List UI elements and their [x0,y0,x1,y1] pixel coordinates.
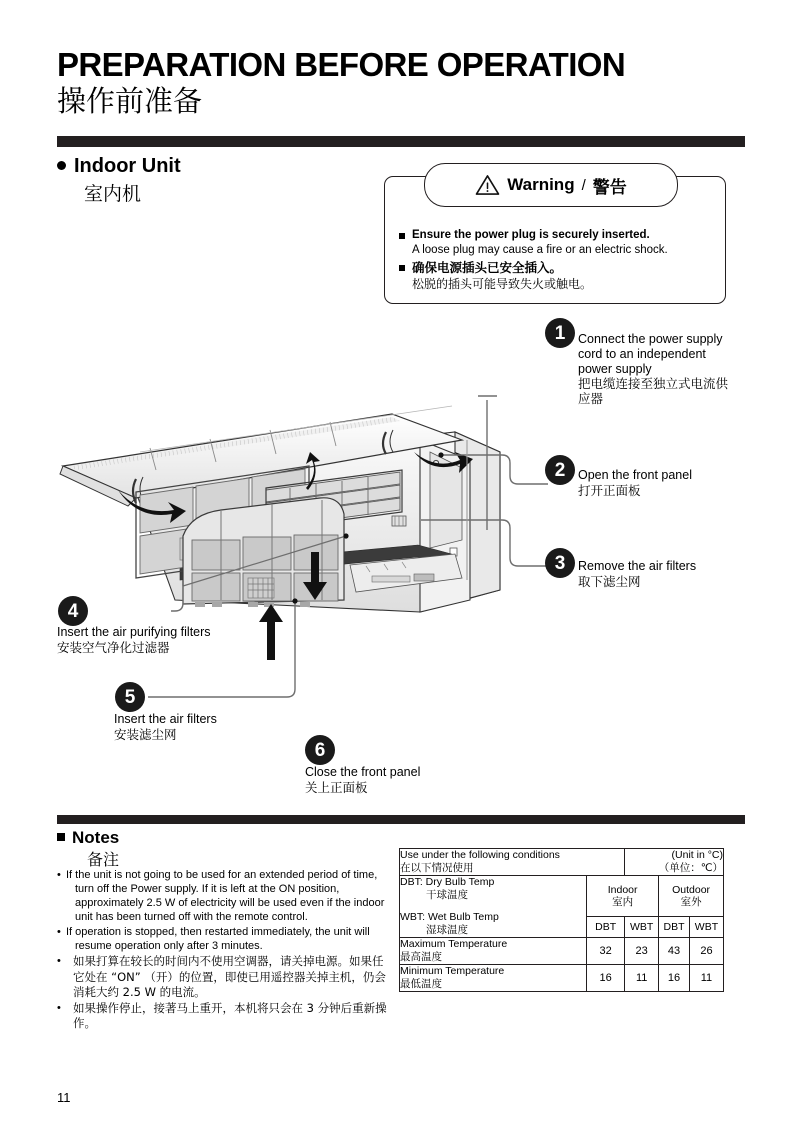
operating-conditions-table [399,848,724,992]
notes-title-zh: 备注 [87,850,120,869]
page-title-zh: 操作前准备 [57,84,203,118]
definition-dbt-en: DBT: Dry Bulb Temp [400,876,495,889]
table-caption-cell [400,849,625,876]
warning-triangle-icon [475,174,500,196]
step-marker-1: 1 [545,318,575,348]
step-caption-4 [57,625,287,655]
step-caption-1 [578,332,728,406]
warning-label-en: Warning [507,175,575,194]
group-outdoor-zh: 室外 [680,896,702,909]
warning-line2-zh: 松脱的插头可能导致失火或触电。 [412,276,593,291]
step-caption-5-zh: 安装滤尘网 [114,726,177,742]
cell-max-outdoor-wbt: 26 [689,937,723,964]
subcol-outdoor-wbt: WBT [689,917,723,937]
step-caption-3-zh: 取下滤尘网 [578,573,641,589]
page-number: 11 [57,1090,71,1105]
warning-line1-zh: 确保电源插头已安全插入。 [412,260,563,276]
table-row-caption [400,849,724,876]
table-unit-cell [625,849,724,876]
step-caption-2-zh: 打开正面板 [578,482,641,498]
subcol-outdoor-dbt: DBT [659,917,690,937]
step-marker-4: 4 [58,596,88,626]
note-text: 如果操作停止，接著马上重开，本机将只会在 3 分钟后重新操作。 [73,1000,387,1031]
warning-line1-en: Ensure the power plug is securely inserted. [412,229,650,241]
step-caption-4-zh: 安装空气净化过滤器 [57,639,170,655]
cell-min-indoor-wbt: 11 [625,964,659,991]
note-item [57,1001,387,1031]
row-label-min-en: Minimum Temperature [400,964,505,977]
notes-list [57,868,387,1032]
note-bullet: • [57,926,61,939]
group-indoor-zh: 室内 [612,896,634,909]
warning-content [399,228,719,292]
table-unit-zh: （单位：℃） [658,862,723,875]
step-caption-6 [305,765,505,795]
table-caption-en: Use under the following conditions [400,849,560,861]
notes-heading [57,828,119,870]
bullet-square-icon [399,265,405,271]
bullet-square-icon [399,233,405,239]
definition-wbt [400,911,586,936]
table-row-group-header [400,876,724,917]
step-caption-6-en: Close the front panel [305,765,421,779]
definition-wbt-zh: 湿球温度 [426,924,468,937]
cell-max-indoor-wbt: 23 [625,937,659,964]
note-text: If the unit is not going to be used for an extended period of time, turn off the Power supply. If it is left at the ON position, approximately 2.5 W of electricity will be used even if the indoor unit has been turned off with the remote control. [66,869,385,924]
subcol-indoor-dbt: DBT [587,917,625,937]
table-definitions-cell [400,876,587,937]
note-text: 如果打算在较长的时间内不使用空调器，请关掉电源。如果任它处在 “ON” （开）的位置，即使已用遥控器关掉主机，仍会消耗大约 2.5 W 的电流。 [73,954,386,999]
row-label-min-zh: 最低温度 [400,978,442,990]
subcol-indoor-wbt: WBT [625,917,659,937]
note-bullet: • [57,1001,61,1014]
group-outdoor-en: Outdoor [672,883,711,896]
step-marker-5: 5 [115,682,145,712]
group-header-outdoor [659,876,724,917]
warning-separator: / [581,176,586,194]
group-header-indoor [587,876,659,917]
step-caption-1-zh: 把电缆连接至独立式电流供应器 [578,376,729,407]
note-bullet: • [57,869,61,881]
bullet-square-icon [57,833,65,841]
step-marker-6: 6 [305,735,335,765]
note-item [57,868,387,924]
step-caption-4-en: Insert the air purifying filters [57,625,211,639]
step-caption-2-en: Open the front panel [578,468,692,482]
note-bullet: • [57,955,61,968]
step-caption-1-en: Connect the power supply cord to an independent power supply [578,332,723,376]
step-caption-6-zh: 关上正面板 [305,779,368,795]
cell-min-outdoor-wbt: 11 [689,964,723,991]
page-title-en: PREPARATION BEFORE OPERATION [57,46,626,83]
step-marker-3: 3 [545,548,575,578]
step-caption-2 [578,468,738,498]
notes-title-en: Notes [72,828,120,847]
step-caption-3 [578,559,743,589]
definition-dbt [400,876,586,901]
row-label-max-zh: 最高温度 [400,950,442,963]
step-caption-5-en: Insert the air filters [114,712,217,726]
note-item [57,954,387,1000]
notes-rule [57,815,745,824]
table-caption-zh: 在以下情况使用 [400,862,474,875]
indoor-unit-label-en: Indoor Unit [74,155,181,177]
cell-min-indoor-dbt: 16 [587,964,625,991]
table-row-min [400,964,724,991]
warning-title-tab [424,163,678,207]
row-label-max-en: Maximum Temperature [400,937,508,950]
step-caption-5 [114,712,314,742]
row-label-min [400,964,587,991]
note-item [57,925,387,953]
cell-max-indoor-dbt: 32 [587,937,625,964]
warning-label-zh: 警告 [592,177,627,198]
cell-min-outdoor-dbt: 16 [659,964,690,991]
cell-max-outdoor-dbt: 43 [659,937,690,964]
ac-unit-drawing [60,406,500,660]
note-text: If operation is stopped, then restarted immediately, the unit will resume operation only after 3 minutes. [66,926,370,953]
definition-dbt-zh: 干球温度 [426,888,468,901]
indoor-unit-label-zh: 室内机 [84,183,142,205]
step-caption-3-en: Remove the air filters [578,559,697,573]
group-indoor-en: Indoor [607,883,638,896]
warning-line2-en: A loose plug may cause a fire or an electric shock. [412,244,668,257]
table-unit-en: (Unit in °C) [671,849,723,861]
step-marker-2: 2 [545,455,575,485]
definition-wbt-en: WBT: Wet Bulb Temp [400,911,499,924]
warning-item-en [399,228,719,243]
table-row-max [400,937,724,964]
warning-item-zh [399,260,719,276]
row-label-max [400,937,587,964]
